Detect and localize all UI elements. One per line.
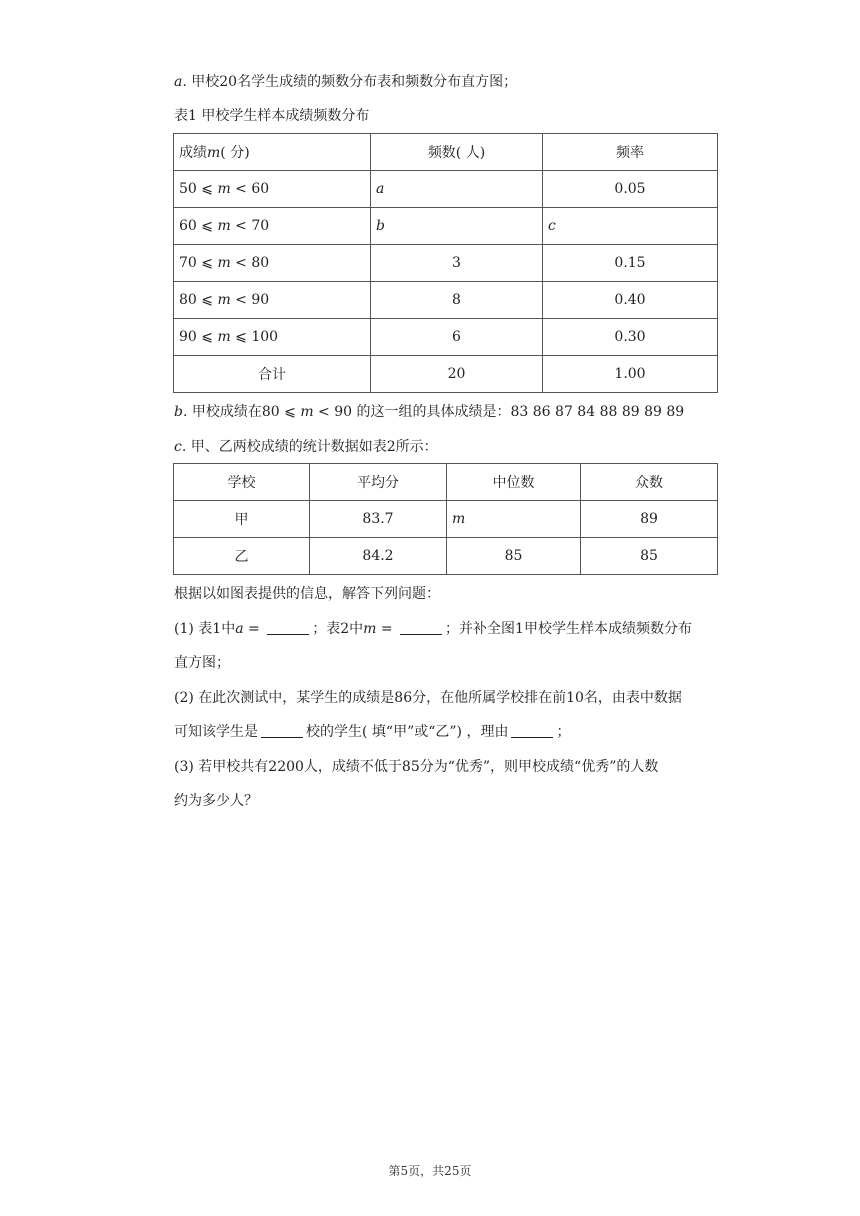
- table-header: 成绩m( 分): [174, 134, 371, 171]
- table-cell: 0.40: [543, 282, 718, 319]
- table-cell: 85: [447, 538, 581, 575]
- table-row: [174, 501, 718, 538]
- table-cell: 50 ⩽ m < 60: [174, 171, 371, 208]
- table-row: [174, 171, 718, 208]
- table-row: [174, 245, 718, 282]
- item-a-text: a. 甲校20名学生成绩的频数分布表和频数分布直方图；: [174, 74, 518, 90]
- table-row: [174, 538, 718, 575]
- table-cell: 80 ⩽ m < 90: [174, 282, 371, 319]
- table-cell: 70 ⩽ m < 80: [174, 245, 371, 282]
- question-3-line-2: 约为多少人？: [174, 793, 258, 809]
- table-cell: 89: [581, 501, 718, 538]
- table-row: [174, 319, 718, 356]
- page-footer: 第5页，共25页: [388, 1164, 472, 1178]
- question-2-line-2: 可知该学生是 校的学生( 填“甲”或“乙”) ，理由 ；: [174, 724, 571, 740]
- table-row: [174, 282, 718, 319]
- answer-blank: [400, 620, 442, 635]
- table-cell: 乙: [174, 538, 310, 575]
- table-cell: 60 ⩽ m < 70: [174, 208, 371, 245]
- question-2-line-1: (2) 在此次测试中，某学生的成绩是86分，在他所属学校排在前10名，由表中数据: [174, 690, 682, 706]
- table-header: 频率: [543, 134, 718, 171]
- table-cell: 84.2: [310, 538, 447, 575]
- table-cell: 8: [371, 282, 543, 319]
- table-row: [174, 356, 718, 393]
- table-cell: 3: [371, 245, 543, 282]
- table-cell: 20: [371, 356, 543, 393]
- table-cell: 85: [581, 538, 718, 575]
- table-cell: c: [543, 208, 718, 245]
- table-cell: 6: [371, 319, 543, 356]
- answer-blank: [267, 620, 309, 635]
- item-c-text: c. 甲、乙两校成绩的统计数据如表2所示：: [174, 439, 438, 455]
- answer-blank: [511, 723, 553, 738]
- question-1-line-2: 直方图；: [174, 655, 230, 671]
- table-row: [174, 464, 718, 501]
- table-cell: 甲: [174, 501, 310, 538]
- table-cell: 0.05: [543, 171, 718, 208]
- frequency-table: [173, 133, 718, 393]
- instruction-text: 根据以如图表提供的信息，解答下列问题：: [174, 586, 440, 602]
- table-header: 平均分: [310, 464, 447, 501]
- item-b-text: b. 甲校成绩在80 ⩽ m < 90 的这一组的具体成绩是：83 86 87 84 88 89 89 89: [174, 404, 685, 420]
- question-1-line-1: (1) 表1中a = ；表2中m = ；并补全图1甲校学生样本成绩频数分布: [174, 621, 692, 637]
- table-header: 频数( 人): [371, 134, 543, 171]
- answer-blank: [261, 723, 303, 738]
- table-cell: 1.00: [543, 356, 718, 393]
- table-cell: 合计: [174, 356, 371, 393]
- table-cell: a: [371, 171, 543, 208]
- table-header: 众数: [581, 464, 718, 501]
- table-cell: 83.7: [310, 501, 447, 538]
- table1-caption: 表1 甲校学生样本成绩频数分布: [174, 108, 370, 124]
- table-cell: 0.15: [543, 245, 718, 282]
- table-row: [174, 208, 718, 245]
- table-row: [174, 134, 718, 171]
- table-header: 中位数: [447, 464, 581, 501]
- table-header: 学校: [174, 464, 310, 501]
- statistics-table: [173, 463, 718, 575]
- table-cell: b: [371, 208, 543, 245]
- table-cell: 90 ⩽ m ⩽ 100: [174, 319, 371, 356]
- table-cell: 0.30: [543, 319, 718, 356]
- question-3-line-1: (3) 若甲校共有2200人，成绩不低于85分为“优秀”，则甲校成绩“优秀”的人数: [174, 759, 659, 775]
- table-cell: m: [447, 501, 581, 538]
